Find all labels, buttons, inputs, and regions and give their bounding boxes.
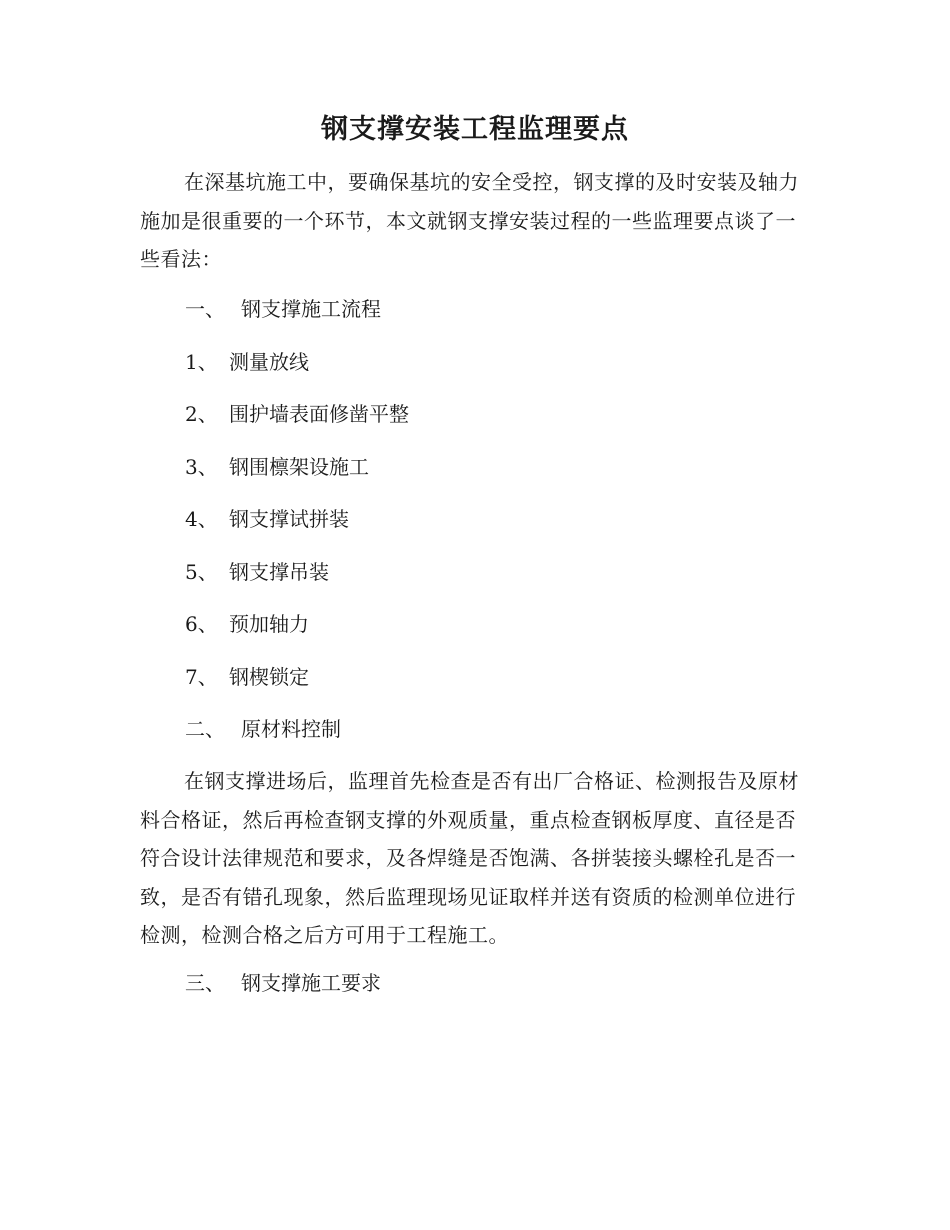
intro-paragraph: 在深基坑施工中，要确保基坑的安全受控，钢支撑的及时安装及轴力施加是很重要的一个环节，本文就钢支撑安装过程的一些监理要点谈了一些看法： [140,170,799,271]
list-item-text: 预加轴力 [229,612,309,636]
list-item-text: 钢楔锁定 [229,665,309,689]
list-item [185,557,329,587]
section-title: 钢支撑施工流程 [241,297,381,321]
list-item-text: 钢围檩架设施工 [229,455,369,479]
list-item-number: 2、 [185,402,218,426]
list-item [185,452,369,482]
section-title: 原材料控制 [241,717,341,741]
section-heading-3 [185,968,381,998]
list-item-number: 5、 [185,560,218,584]
list-item-text: 围护墙表面修凿平整 [229,402,409,426]
section-number: 一、 [185,297,225,321]
list-item-text: 测量放线 [229,350,309,374]
list-item [185,347,309,377]
section-number: 二、 [185,717,225,741]
list-item-number: 6、 [185,612,218,636]
list-item-text: 钢支撑试拼装 [229,507,349,531]
list-item-number: 3、 [185,455,218,479]
list-item-number: 7、 [185,665,218,689]
section-title: 钢支撑施工要求 [241,971,381,995]
document-title: 钢支撑安装工程监理要点 [321,114,629,145]
section-number: 三、 [185,971,225,995]
list-item-number: 4、 [185,507,218,531]
list-item [185,504,349,534]
section-heading-2 [185,714,341,744]
list-item-text: 钢支撑吊装 [229,560,329,584]
materials-paragraph: 在钢支撑进场后，监理首先检查是否有出厂合格证、检测报告及原材料合格证，然后再检查钢支撑的外观质量，重点检查钢板厚度、直径是否符合设计法律规范和要求，及各焊缝是否饱满、各拼装接头螺栓孔是否一致，是否有错孔现象，然后监理现场见证取样并送有资质的检测单位进行检测，检测合格之后方可用于工程施工。 [140,769,799,947]
section-heading-1 [185,294,381,324]
list-item [185,609,309,639]
list-item [185,662,309,692]
list-item [185,399,409,429]
list-item-number: 1、 [185,350,218,374]
